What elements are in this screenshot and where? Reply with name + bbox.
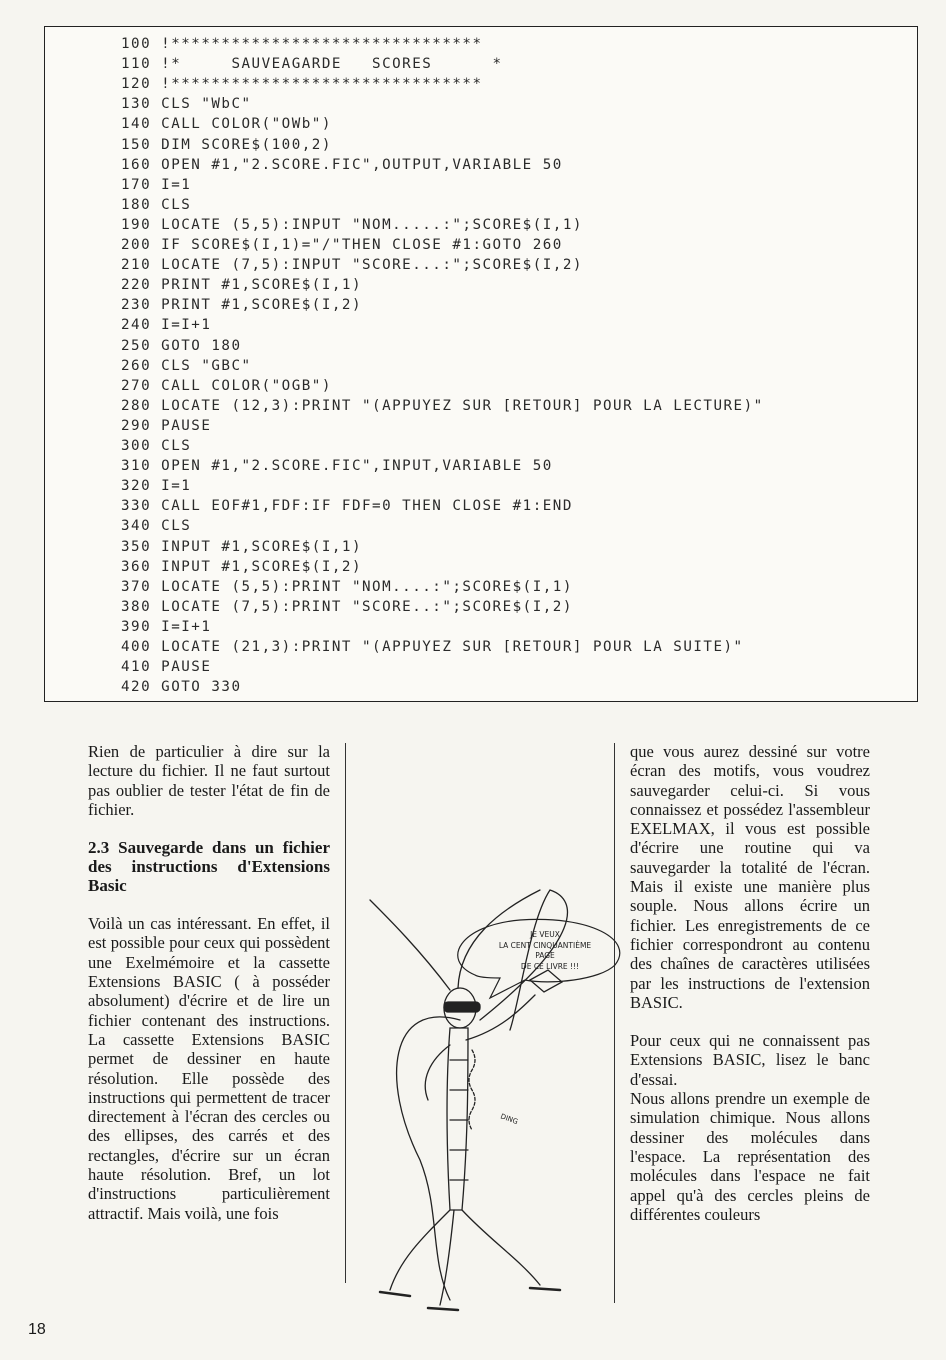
code-line: 420 GOTO 330 xyxy=(121,679,242,696)
speech-text: PAGE xyxy=(535,951,555,960)
section-heading: 2.3 Sauvegarde dans un fichier des instructions d'Extensions Basic xyxy=(88,838,330,896)
text-column-left xyxy=(88,742,330,1223)
paragraph: Rien de particulier à dire sur la lecture du fichier. Il ne faut surtout pas oublier de tester l'état de fin de fichier. xyxy=(88,742,330,819)
code-line: 240 I=I+1 xyxy=(121,317,212,334)
code-line: 320 I=1 xyxy=(121,478,192,495)
code-line: 170 I=1 xyxy=(121,176,192,193)
code-line: 120 !******************************* xyxy=(121,76,483,93)
paragraph: que vous aurez dessiné sur votre écran des motifs, vous voudrez sauvegarder celui-ci. Si vous connaissez et possédez l'assembleur EXELMAX, il vous est possible d'écrire une routine qui va sauvegarder la totalité de l'écran. Mais il existe une manière plus souple. Nous allons écrire un fichier. Les enregistrements de ce fichier correspondront au contenu des chaînes de caractères utilisées par les instructions de l'extension BASIC. xyxy=(630,742,870,1012)
code-line: 130 CLS "WbC" xyxy=(121,96,252,113)
code-line: 210 LOCATE (7,5):INPUT "SCORE...:";SCORE$(I,2) xyxy=(121,257,583,274)
speech-text: JE VEUX xyxy=(530,930,560,939)
code-line: 280 LOCATE (12,3):PRINT "(APPUYEZ SUR [RETOUR] POUR LA LECTURE)" xyxy=(121,397,764,414)
paragraph: Voilà un cas intéressant. En effet, il est possible pour ceux qui possèdent une Exelmémoire et la cassette Extensions BASIC ( à posséder absolument) d'écrire et de lire un fichier contenant des instructions. La cassette Extensions BASIC permet de dessiner en haute résolution. Elle possède des instructions qui permettent de tracer directement à l'écran des cercles ou des ellipses, des carrés et des rectangles, d'écrire sur un écran haute résolution. Bref, un lot d'instructions particulièrement attractif. Mais voilà, une fois xyxy=(88,914,330,1223)
page-number: 18 xyxy=(28,1321,46,1338)
column-divider xyxy=(345,743,346,1283)
speech-text: DE CE LIVRE !!! xyxy=(520,962,580,971)
code-line: 310 OPEN #1,"2.SCORE.FIC",INPUT,VARIABLE 50 xyxy=(121,458,553,475)
code-line: 370 LOCATE (5,5):PRINT "NOM....:";SCORE$(I,1) xyxy=(121,578,573,595)
code-line: 200 IF SCORE$(I,1)="/"THEN CLOSE #1:GOTO 260 xyxy=(121,237,563,253)
code-line: 400 LOCATE (21,3):PRINT "(APPUYEZ SUR [RETOUR] POUR LA SUITE)" xyxy=(121,639,744,655)
speech-text: LA CENT CINQUANTIÈME xyxy=(498,941,592,950)
sound-effect-text: DING xyxy=(499,1112,520,1127)
code-line: 300 CLS xyxy=(121,438,192,454)
cartoon-insect-illustration xyxy=(350,880,640,1320)
text-column-right xyxy=(630,742,870,1224)
code-line: 330 CALL EOF#1,FDF:IF FDF=0 THEN CLOSE #1:END xyxy=(121,498,573,515)
code-line: 190 LOCATE (5,5):INPUT "NOM.....:";SCORE$(I,1) xyxy=(121,216,583,233)
code-line: 250 GOTO 180 xyxy=(121,337,242,354)
code-line: 290 PAUSE xyxy=(121,417,212,434)
paragraph: Nous allons prendre un exemple de simulation chimique. Nous allons dessiner des molécules dans l'espace. La représentation des molécules dans l'espace ne fait appel qu'à des cercles pleins de différentes couleurs xyxy=(630,1089,870,1224)
code-line: 350 INPUT #1,SCORE$(I,1) xyxy=(121,538,362,555)
code-line: 160 OPEN #1,"2.SCORE.FIC",OUTPUT,VARIABLE 50 xyxy=(121,156,563,173)
code-line: 270 CALL COLOR("OGB") xyxy=(121,377,332,394)
code-line: 340 CLS xyxy=(121,518,192,535)
code-line: 380 LOCATE (7,5):PRINT "SCORE..:";SCORE$(I,2) xyxy=(121,598,573,615)
code-line: 100 !******************************* xyxy=(121,36,483,52)
code-line: 180 CLS xyxy=(121,196,192,213)
basic-code-listing xyxy=(44,26,918,702)
code-line: 220 PRINT #1,SCORE$(I,1) xyxy=(121,277,362,294)
paragraph: Pour ceux qui ne connaissent pas Extensions BASIC, lisez le banc d'essai. xyxy=(630,1031,870,1089)
code-line: 260 CLS "GBC" xyxy=(121,357,252,374)
code-line: 390 I=I+1 xyxy=(121,618,212,635)
code-line: 110 !* SAUVEAGARDE SCORES * xyxy=(121,56,503,73)
code-line: 150 DIM SCORE$(100,2) xyxy=(121,136,332,153)
code-line: 410 PAUSE xyxy=(121,659,212,676)
code-line: 140 CALL COLOR("OWb") xyxy=(121,116,332,133)
code-line: 230 PRINT #1,SCORE$(I,2) xyxy=(121,297,362,314)
code-line: 360 INPUT #1,SCORE$(I,2) xyxy=(121,558,362,575)
